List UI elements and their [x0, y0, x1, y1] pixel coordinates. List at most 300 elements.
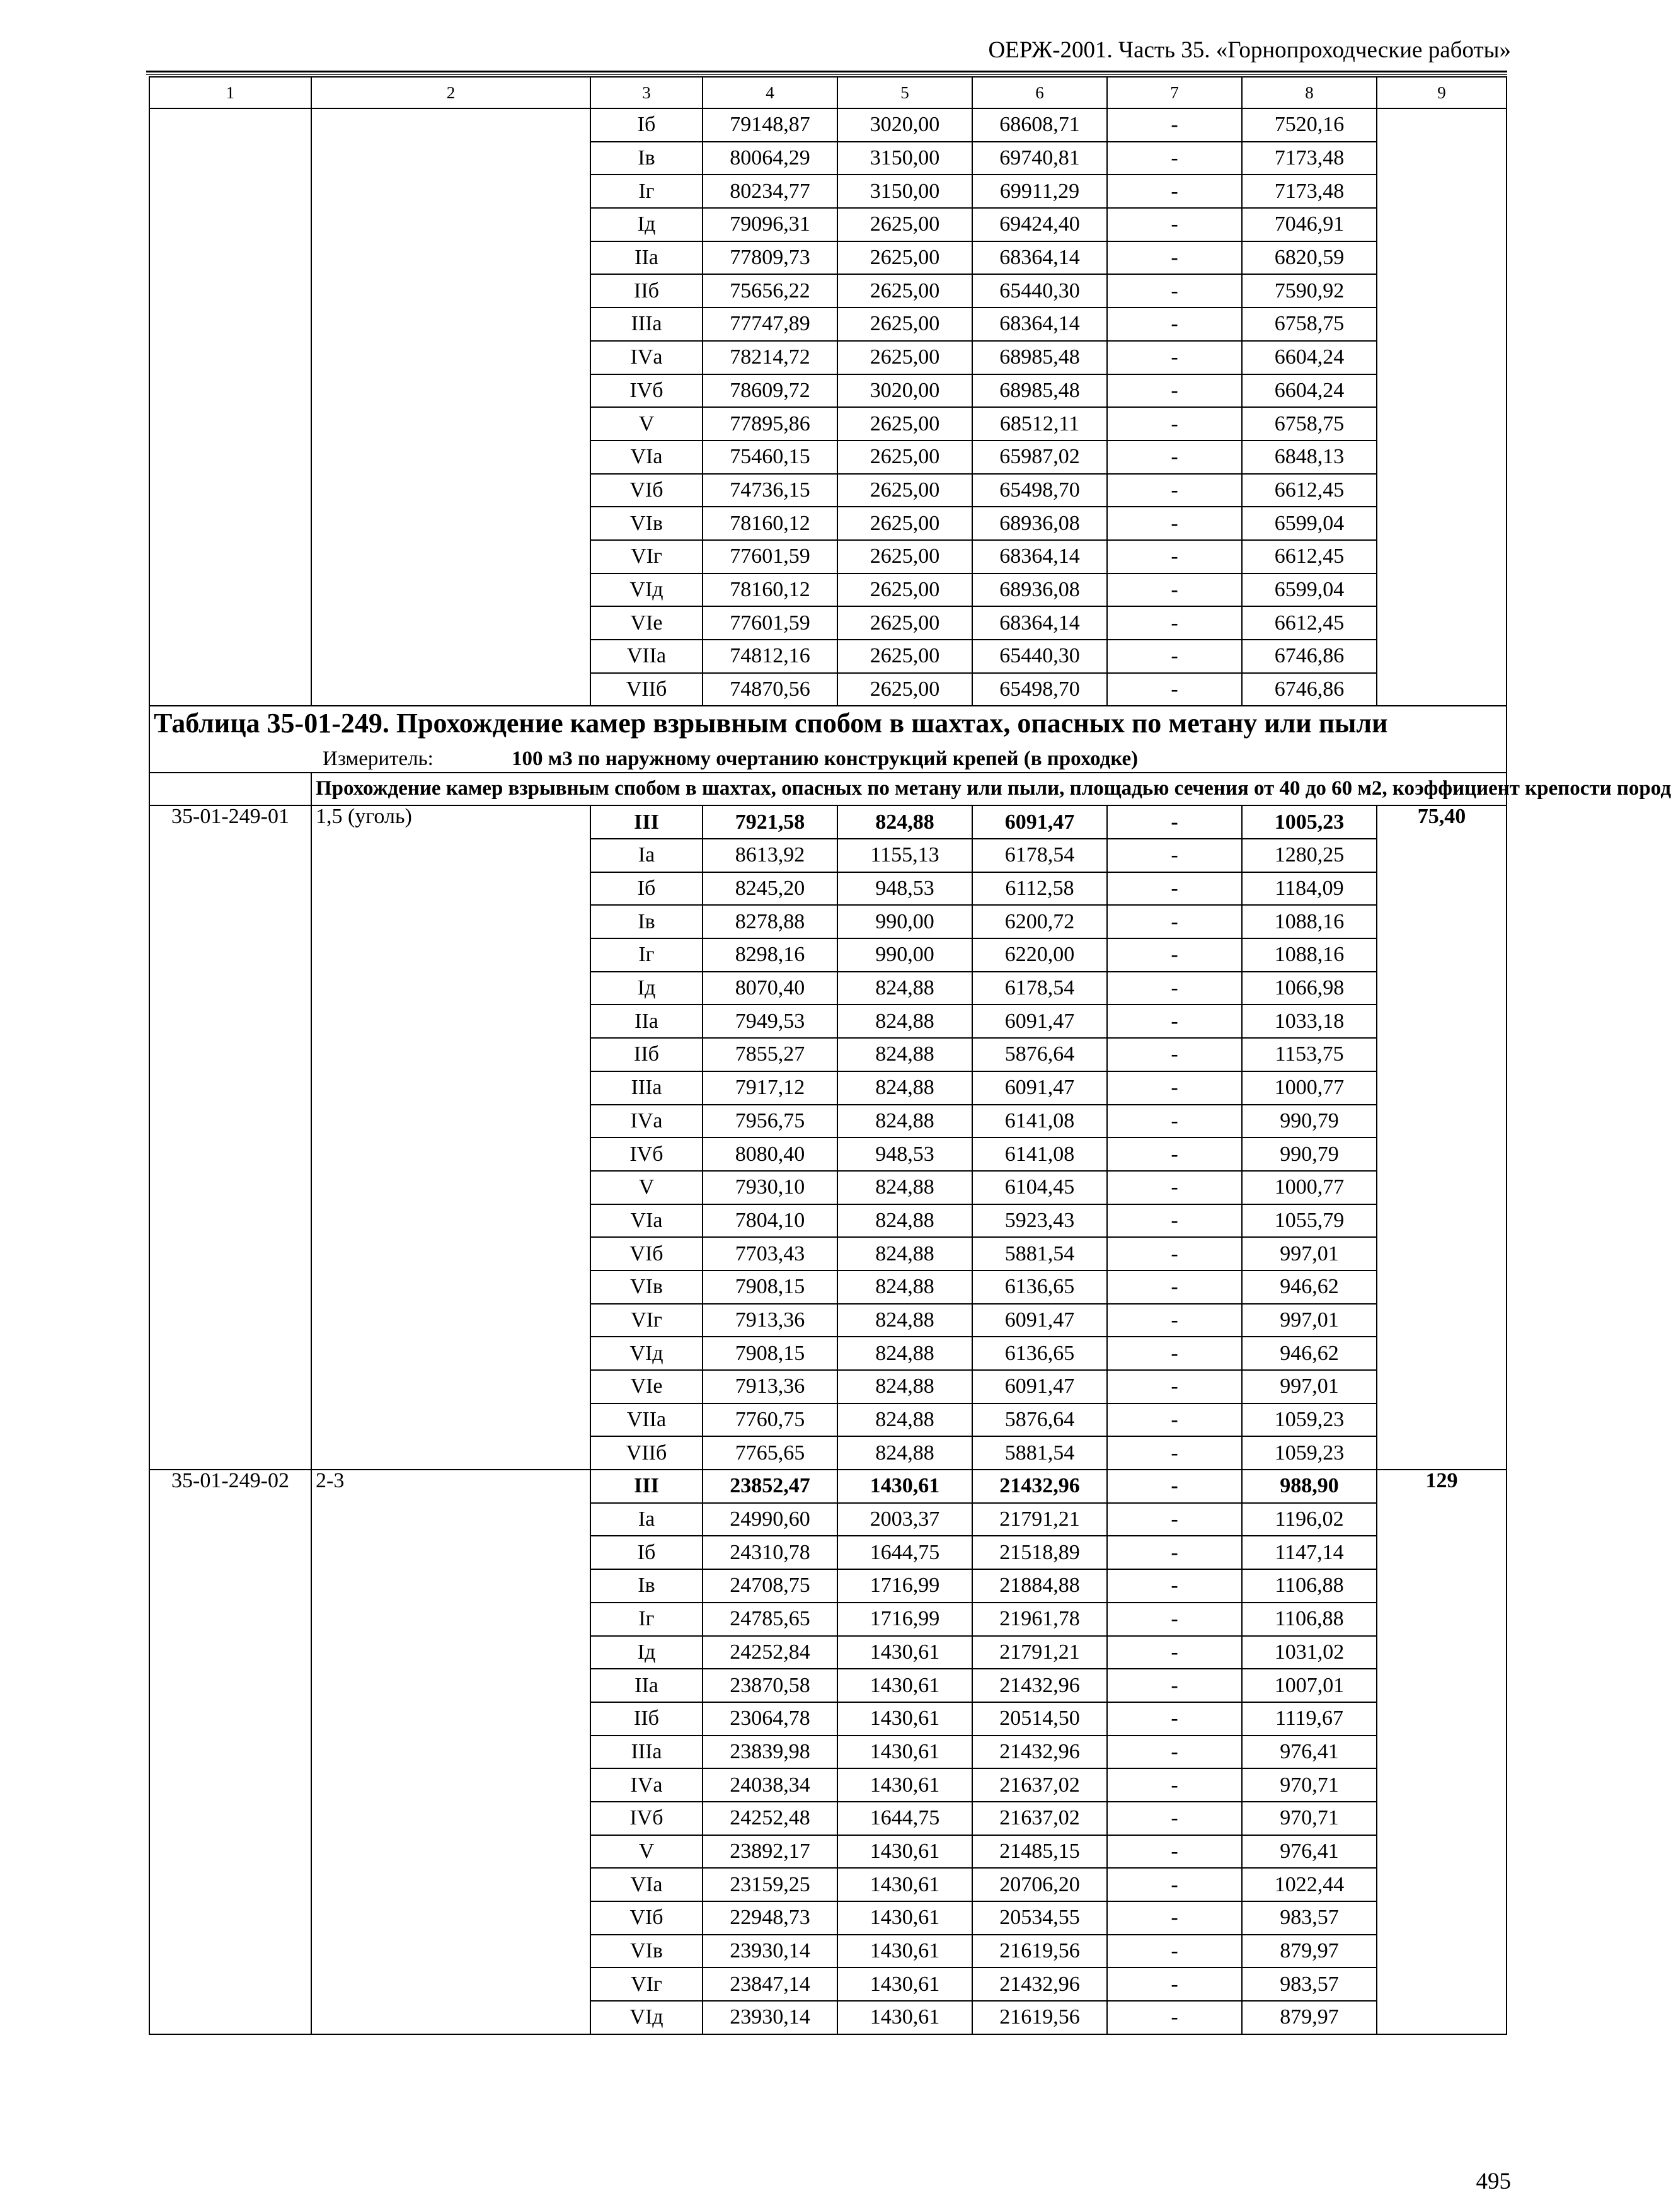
machine-cost-cell: 5881,54 — [972, 1436, 1107, 1470]
machine-cost-cell: 68985,48 — [972, 341, 1107, 374]
material-cost-cell: 1059,23 — [1242, 1403, 1377, 1437]
column-number: 2 — [311, 77, 590, 108]
total-cost-cell: 24310,78 — [703, 1536, 837, 1569]
material-cost-cell: 6758,75 — [1242, 407, 1377, 441]
material-cost-cell: 970,71 — [1242, 1802, 1377, 1835]
material-cost-cell: 983,57 — [1242, 1901, 1377, 1935]
machine-cost-cell: 6091,47 — [972, 1370, 1107, 1403]
rates-table-body — [149, 77, 1671, 2034]
labor-cost-cell: 824,88 — [837, 1171, 972, 1204]
labor-cost-cell: 1430,61 — [837, 1636, 972, 1669]
driver-cost-cell: - — [1107, 1436, 1242, 1470]
total-cost-cell: 7804,10 — [703, 1204, 837, 1238]
material-cost-cell: 970,71 — [1242, 1768, 1377, 1802]
driver-cost-cell: - — [1107, 507, 1242, 540]
driver-cost-cell: - — [1107, 1967, 1242, 2001]
total-cost-cell: 77601,59 — [703, 606, 837, 640]
rock-group-cell: Iв — [590, 1569, 703, 1603]
driver-cost-cell: - — [1107, 972, 1242, 1005]
total-cost-cell: 74736,15 — [703, 474, 837, 507]
coefficient-cell-continued — [311, 108, 590, 706]
labor-cost-cell: 948,53 — [837, 872, 972, 906]
machine-cost-cell: 21432,96 — [972, 1736, 1107, 1769]
total-cost-cell: 78609,72 — [703, 374, 837, 408]
material-cost-cell: 1033,18 — [1242, 1005, 1377, 1038]
column-number: 6 — [972, 77, 1107, 108]
table-title-row — [149, 706, 1507, 772]
material-cost-cell: 7520,16 — [1242, 108, 1377, 142]
rock-group-cell: Iа — [590, 1503, 703, 1536]
meter-row — [323, 747, 1502, 772]
rock-group-cell: Iд — [590, 208, 703, 241]
rock-group-cell: VIIб — [590, 673, 703, 706]
rock-group-cell: V — [590, 407, 703, 441]
rock-group-cell: VIд — [590, 1337, 703, 1370]
labor-cost-cell: 1430,61 — [837, 1470, 972, 1503]
column-number: 3 — [590, 77, 703, 108]
driver-cost-cell: - — [1107, 1835, 1242, 1869]
labor-cost-cell: 1430,61 — [837, 1768, 972, 1802]
labor-cost-cell: 2625,00 — [837, 540, 972, 573]
labor-cost-cell: 1716,99 — [837, 1569, 972, 1603]
rock-group-cell: IVа — [590, 1105, 703, 1138]
labor-cost-cell: 1644,75 — [837, 1536, 972, 1569]
material-cost-cell: 997,01 — [1242, 1370, 1377, 1403]
rock-group-cell: VIа — [590, 1868, 703, 1901]
driver-cost-cell: - — [1107, 175, 1242, 208]
machine-cost-cell: 68364,14 — [972, 308, 1107, 341]
driver-cost-cell: - — [1107, 905, 1242, 938]
machine-cost-cell: 21518,89 — [972, 1536, 1107, 1569]
driver-cost-cell: - — [1107, 1403, 1242, 1437]
table-description: Прохождение камер взрывным спобом в шахтах, опасных по метану или пыли, площадью сечения от 40 до 60 м2, коэффициент крепости пород — [311, 773, 1507, 806]
material-cost-cell: 976,41 — [1242, 1835, 1377, 1869]
total-cost-cell: 7703,43 — [703, 1237, 837, 1270]
total-cost-cell: 77747,89 — [703, 308, 837, 341]
driver-cost-cell: - — [1107, 108, 1242, 142]
driver-cost-cell: - — [1107, 938, 1242, 972]
total-cost-cell: 7908,15 — [703, 1337, 837, 1370]
labor-cost-cell: 1716,99 — [837, 1603, 972, 1636]
material-cost-cell: 1031,02 — [1242, 1636, 1377, 1669]
rock-group-cell: Iд — [590, 972, 703, 1005]
driver-cost-cell: - — [1107, 1470, 1242, 1503]
driver-cost-cell: - — [1107, 1038, 1242, 1071]
total-cost-cell: 7913,36 — [703, 1304, 837, 1337]
driver-cost-cell: - — [1107, 673, 1242, 706]
total-cost-cell: 22948,73 — [703, 1901, 837, 1935]
total-cost-cell: 24708,75 — [703, 1569, 837, 1603]
total-cost-cell: 78160,12 — [703, 507, 837, 540]
machine-cost-cell: 68985,48 — [972, 374, 1107, 408]
material-cost-cell: 6758,75 — [1242, 308, 1377, 341]
code-cell-continued — [149, 108, 311, 706]
machine-cost-cell: 21637,02 — [972, 1768, 1107, 1802]
driver-cost-cell: - — [1107, 142, 1242, 175]
driver-cost-cell: - — [1107, 474, 1242, 507]
labor-cost-cell: 824,88 — [837, 1436, 972, 1470]
total-cost-cell: 23064,78 — [703, 1702, 837, 1736]
rock-group-cell: Iг — [590, 175, 703, 208]
resource-code: 35-01-249-02 — [149, 1470, 311, 2034]
material-cost-cell: 6599,04 — [1242, 573, 1377, 607]
rock-coefficient: 1,5 (уголь) — [311, 805, 590, 1470]
driver-cost-cell: - — [1107, 872, 1242, 906]
labor-cost-cell: 1430,61 — [837, 1868, 972, 1901]
total-cost-cell: 24990,60 — [703, 1503, 837, 1536]
total-cost-cell: 8245,20 — [703, 872, 837, 906]
material-cost-cell: 6612,45 — [1242, 474, 1377, 507]
table-row — [149, 108, 1507, 142]
material-cost-cell: 990,79 — [1242, 1105, 1377, 1138]
machine-cost-cell: 21791,21 — [972, 1503, 1107, 1536]
machine-cost-cell: 68512,11 — [972, 407, 1107, 441]
total-cost-cell: 78214,72 — [703, 341, 837, 374]
column-number: 1 — [149, 77, 311, 108]
driver-cost-cell: - — [1107, 1636, 1242, 1669]
labor-cost-cell: 1430,61 — [837, 1935, 972, 1968]
labor-cost-cell: 1430,61 — [837, 2001, 972, 2034]
driver-cost-cell: - — [1107, 1204, 1242, 1238]
column-number: 5 — [837, 77, 972, 108]
machine-cost-cell: 21432,96 — [972, 1967, 1107, 2001]
machine-cost-cell: 6091,47 — [972, 1304, 1107, 1337]
total-cost-cell: 8070,40 — [703, 972, 837, 1005]
driver-cost-cell: - — [1107, 274, 1242, 308]
material-cost-cell: 1196,02 — [1242, 1503, 1377, 1536]
rock-group-cell: IVа — [590, 341, 703, 374]
material-cost-cell: 1059,23 — [1242, 1436, 1377, 1470]
machine-cost-cell: 65440,30 — [972, 640, 1107, 673]
rock-group-cell: V — [590, 1171, 703, 1204]
driver-cost-cell: - — [1107, 839, 1242, 872]
rock-group-cell: IVа — [590, 1768, 703, 1802]
driver-cost-cell: - — [1107, 1005, 1242, 1038]
labor-cost-cell: 990,00 — [837, 938, 972, 972]
driver-cost-cell: - — [1107, 1935, 1242, 1968]
labor-cost-cell: 824,88 — [837, 1304, 972, 1337]
total-cost-cell: 23847,14 — [703, 1967, 837, 2001]
material-cost-cell: 6612,45 — [1242, 540, 1377, 573]
rock-group-cell: IIб — [590, 274, 703, 308]
rock-group-cell: IIIа — [590, 1071, 703, 1105]
rock-group-cell: VIе — [590, 1370, 703, 1403]
rock-group-cell: IVб — [590, 374, 703, 408]
labor-cost-cell: 824,88 — [837, 1337, 972, 1370]
machine-cost-cell: 69424,40 — [972, 208, 1107, 241]
column-number: 4 — [703, 77, 837, 108]
driver-cost-cell: - — [1107, 1569, 1242, 1603]
material-cost-cell: 990,79 — [1242, 1138, 1377, 1171]
total-cost-cell: 24252,48 — [703, 1802, 837, 1835]
material-cost-cell: 1153,75 — [1242, 1038, 1377, 1071]
labor-cost-cell: 824,88 — [837, 1105, 972, 1138]
total-cost-cell: 75460,15 — [703, 441, 837, 474]
labor-cost-cell: 2625,00 — [837, 308, 972, 341]
machine-cost-cell: 5876,64 — [972, 1038, 1107, 1071]
machine-cost-cell: 21432,96 — [972, 1669, 1107, 1702]
rock-group-cell: VIг — [590, 540, 703, 573]
driver-cost-cell: - — [1107, 374, 1242, 408]
labor-cost-cell: 1430,61 — [837, 1736, 972, 1769]
labor-cost-cell: 1430,61 — [837, 1835, 972, 1869]
machine-cost-cell: 5876,64 — [972, 1403, 1107, 1437]
labor-cost-cell: 2625,00 — [837, 341, 972, 374]
material-cost-cell: 997,01 — [1242, 1237, 1377, 1270]
description-empty-cell — [149, 773, 311, 806]
driver-cost-cell: - — [1107, 308, 1242, 341]
machine-cost-cell: 68364,14 — [972, 606, 1107, 640]
total-cost-cell: 79096,31 — [703, 208, 837, 241]
column9-cell-continued — [1377, 108, 1507, 706]
rock-group-cell: VIг — [590, 1304, 703, 1337]
column9-value: 129 — [1377, 1470, 1507, 2034]
labor-cost-cell: 824,88 — [837, 1270, 972, 1304]
material-cost-cell: 6746,86 — [1242, 673, 1377, 706]
total-cost-cell: 23930,14 — [703, 1935, 837, 1968]
machine-cost-cell: 65498,70 — [972, 474, 1107, 507]
total-cost-cell: 23839,98 — [703, 1736, 837, 1769]
rock-group-cell: III — [590, 805, 703, 839]
rock-group-cell: VIб — [590, 474, 703, 507]
total-cost-cell: 8278,88 — [703, 905, 837, 938]
machine-cost-cell: 21884,88 — [972, 1569, 1107, 1603]
labor-cost-cell: 2625,00 — [837, 606, 972, 640]
labor-cost-cell: 3150,00 — [837, 142, 972, 175]
driver-cost-cell: - — [1107, 1536, 1242, 1569]
machine-cost-cell: 6091,47 — [972, 1005, 1107, 1038]
total-cost-cell: 7913,36 — [703, 1370, 837, 1403]
material-cost-cell: 6746,86 — [1242, 640, 1377, 673]
machine-cost-cell: 68608,71 — [972, 108, 1107, 142]
driver-cost-cell: - — [1107, 1138, 1242, 1171]
material-cost-cell: 983,57 — [1242, 1967, 1377, 2001]
material-cost-cell: 1088,16 — [1242, 905, 1377, 938]
material-cost-cell: 7173,48 — [1242, 175, 1377, 208]
labor-cost-cell: 2625,00 — [837, 241, 972, 275]
labor-cost-cell: 824,88 — [837, 1403, 972, 1437]
table-row — [149, 805, 1507, 839]
machine-cost-cell: 21619,56 — [972, 1935, 1107, 1968]
machine-cost-cell: 69911,29 — [972, 175, 1107, 208]
total-cost-cell: 23892,17 — [703, 1835, 837, 1869]
material-cost-cell: 1005,23 — [1242, 805, 1377, 839]
machine-cost-cell: 68364,14 — [972, 540, 1107, 573]
machine-cost-cell: 68936,08 — [972, 573, 1107, 607]
labor-cost-cell: 2625,00 — [837, 673, 972, 706]
driver-cost-cell: - — [1107, 1901, 1242, 1935]
rock-group-cell: IVб — [590, 1802, 703, 1835]
rock-group-cell: Iд — [590, 1636, 703, 1669]
machine-cost-cell: 21485,15 — [972, 1835, 1107, 1869]
material-cost-cell: 1119,67 — [1242, 1702, 1377, 1736]
material-cost-cell: 1022,44 — [1242, 1868, 1377, 1901]
rock-group-cell: VIд — [590, 573, 703, 607]
total-cost-cell: 7855,27 — [703, 1038, 837, 1071]
driver-cost-cell: - — [1107, 1736, 1242, 1769]
total-cost-cell: 23930,14 — [703, 2001, 837, 2034]
total-cost-cell: 78160,12 — [703, 573, 837, 607]
machine-cost-cell: 20534,55 — [972, 1901, 1107, 1935]
labor-cost-cell: 824,88 — [837, 1370, 972, 1403]
driver-cost-cell: - — [1107, 573, 1242, 607]
rock-group-cell: VIIб — [590, 1436, 703, 1470]
rock-group-cell: IIб — [590, 1702, 703, 1736]
material-cost-cell: 6820,59 — [1242, 241, 1377, 275]
total-cost-cell: 8613,92 — [703, 839, 837, 872]
labor-cost-cell: 824,88 — [837, 1237, 972, 1270]
driver-cost-cell: - — [1107, 540, 1242, 573]
rock-group-cell: VIв — [590, 507, 703, 540]
rock-group-cell: Iб — [590, 108, 703, 142]
rock-group-cell: VIв — [590, 1935, 703, 1968]
rock-group-cell: VIб — [590, 1237, 703, 1270]
machine-cost-cell: 21637,02 — [972, 1802, 1107, 1835]
running-header: ОЕРЖ-2001. Часть 35. «Горнопроходческие работы» — [988, 37, 1511, 63]
driver-cost-cell: - — [1107, 407, 1242, 441]
driver-cost-cell: - — [1107, 1603, 1242, 1636]
driver-cost-cell: - — [1107, 441, 1242, 474]
labor-cost-cell: 1644,75 — [837, 1802, 972, 1835]
rock-group-cell: VIIа — [590, 1403, 703, 1437]
total-cost-cell: 23870,58 — [703, 1669, 837, 1702]
total-cost-cell: 7930,10 — [703, 1171, 837, 1204]
total-cost-cell: 7949,53 — [703, 1005, 837, 1038]
total-cost-cell: 77895,86 — [703, 407, 837, 441]
rock-group-cell: Iб — [590, 872, 703, 906]
machine-cost-cell: 68936,08 — [972, 507, 1107, 540]
rates-table — [149, 76, 1671, 2035]
material-cost-cell: 1147,14 — [1242, 1536, 1377, 1569]
material-cost-cell: 6604,24 — [1242, 341, 1377, 374]
machine-cost-cell: 5923,43 — [972, 1204, 1107, 1238]
total-cost-cell: 74812,16 — [703, 640, 837, 673]
meter-label: Измеритель: — [323, 747, 434, 771]
total-cost-cell: 74870,56 — [703, 673, 837, 706]
machine-cost-cell: 20706,20 — [972, 1868, 1107, 1901]
rock-group-cell: VIе — [590, 606, 703, 640]
labor-cost-cell: 824,88 — [837, 1038, 972, 1071]
rock-group-cell: IIа — [590, 241, 703, 275]
labor-cost-cell: 2625,00 — [837, 407, 972, 441]
rock-group-cell: VIа — [590, 1204, 703, 1238]
machine-cost-cell: 21619,56 — [972, 2001, 1107, 2034]
column-number: 7 — [1107, 77, 1242, 108]
material-cost-cell: 946,62 — [1242, 1337, 1377, 1370]
machine-cost-cell: 6141,08 — [972, 1138, 1107, 1171]
column9-value: 75,40 — [1377, 805, 1507, 1470]
material-cost-cell: 6612,45 — [1242, 606, 1377, 640]
driver-cost-cell: - — [1107, 1503, 1242, 1536]
rock-group-cell: Iв — [590, 905, 703, 938]
rock-group-cell: IIб — [590, 1038, 703, 1071]
machine-cost-cell: 65987,02 — [972, 441, 1107, 474]
table-title-cell — [149, 706, 1507, 772]
table-description-row — [149, 773, 1507, 806]
column-number-row — [149, 77, 1507, 108]
labor-cost-cell: 1155,13 — [837, 839, 972, 872]
driver-cost-cell: - — [1107, 1270, 1242, 1304]
rock-group-cell: IIа — [590, 1669, 703, 1702]
material-cost-cell: 1000,77 — [1242, 1171, 1377, 1204]
labor-cost-cell: 948,53 — [837, 1138, 972, 1171]
table-row — [149, 1470, 1507, 1503]
rock-group-cell: Iг — [590, 938, 703, 972]
machine-cost-cell: 5881,54 — [972, 1237, 1107, 1270]
driver-cost-cell: - — [1107, 1702, 1242, 1736]
total-cost-cell: 75656,22 — [703, 274, 837, 308]
rock-group-cell: VIг — [590, 1967, 703, 2001]
labor-cost-cell: 2003,37 — [837, 1503, 972, 1536]
driver-cost-cell: - — [1107, 1768, 1242, 1802]
total-cost-cell: 7921,58 — [703, 805, 837, 839]
rock-group-cell: V — [590, 1835, 703, 1869]
labor-cost-cell: 990,00 — [837, 905, 972, 938]
machine-cost-cell: 21432,96 — [972, 1470, 1107, 1503]
labor-cost-cell: 3150,00 — [837, 175, 972, 208]
rock-group-cell: Iб — [590, 1536, 703, 1569]
material-cost-cell: 6599,04 — [1242, 507, 1377, 540]
driver-cost-cell: - — [1107, 241, 1242, 275]
rock-group-cell: VIд — [590, 2001, 703, 2034]
material-cost-cell: 879,97 — [1242, 1935, 1377, 1968]
driver-cost-cell: - — [1107, 341, 1242, 374]
labor-cost-cell: 2625,00 — [837, 441, 972, 474]
material-cost-cell: 1280,25 — [1242, 839, 1377, 872]
machine-cost-cell: 65498,70 — [972, 673, 1107, 706]
total-cost-cell: 79148,87 — [703, 108, 837, 142]
machine-cost-cell: 6178,54 — [972, 839, 1107, 872]
labor-cost-cell: 1430,61 — [837, 1669, 972, 1702]
machine-cost-cell: 6178,54 — [972, 972, 1107, 1005]
column-number: 8 — [1242, 77, 1377, 108]
resource-code: 35-01-249-01 — [149, 805, 311, 1470]
driver-cost-cell: - — [1107, 1105, 1242, 1138]
driver-cost-cell: - — [1107, 1304, 1242, 1337]
labor-cost-cell: 824,88 — [837, 972, 972, 1005]
labor-cost-cell: 2625,00 — [837, 474, 972, 507]
total-cost-cell: 77601,59 — [703, 540, 837, 573]
rock-group-cell: Iг — [590, 1603, 703, 1636]
material-cost-cell: 1106,88 — [1242, 1603, 1377, 1636]
total-cost-cell: 8080,40 — [703, 1138, 837, 1171]
machine-cost-cell: 6220,00 — [972, 938, 1107, 972]
driver-cost-cell: - — [1107, 1171, 1242, 1204]
total-cost-cell: 77809,73 — [703, 241, 837, 275]
total-cost-cell: 80064,29 — [703, 142, 837, 175]
column-number: 9 — [1377, 77, 1507, 108]
header-rule — [146, 71, 1507, 72]
machine-cost-cell: 21791,21 — [972, 1636, 1107, 1669]
total-cost-cell: 7956,75 — [703, 1105, 837, 1138]
driver-cost-cell: - — [1107, 640, 1242, 673]
material-cost-cell: 1088,16 — [1242, 938, 1377, 972]
driver-cost-cell: - — [1107, 208, 1242, 241]
driver-cost-cell: - — [1107, 606, 1242, 640]
rock-group-cell: VIIа — [590, 640, 703, 673]
labor-cost-cell: 824,88 — [837, 1071, 972, 1105]
driver-cost-cell: - — [1107, 805, 1242, 839]
total-cost-cell: 7908,15 — [703, 1270, 837, 1304]
rock-group-cell: Iа — [590, 839, 703, 872]
total-cost-cell: 23159,25 — [703, 1868, 837, 1901]
material-cost-cell: 7173,48 — [1242, 142, 1377, 175]
material-cost-cell: 6604,24 — [1242, 374, 1377, 408]
total-cost-cell: 80234,77 — [703, 175, 837, 208]
driver-cost-cell: - — [1107, 1802, 1242, 1835]
total-cost-cell: 24785,65 — [703, 1603, 837, 1636]
labor-cost-cell: 1430,61 — [837, 1967, 972, 2001]
